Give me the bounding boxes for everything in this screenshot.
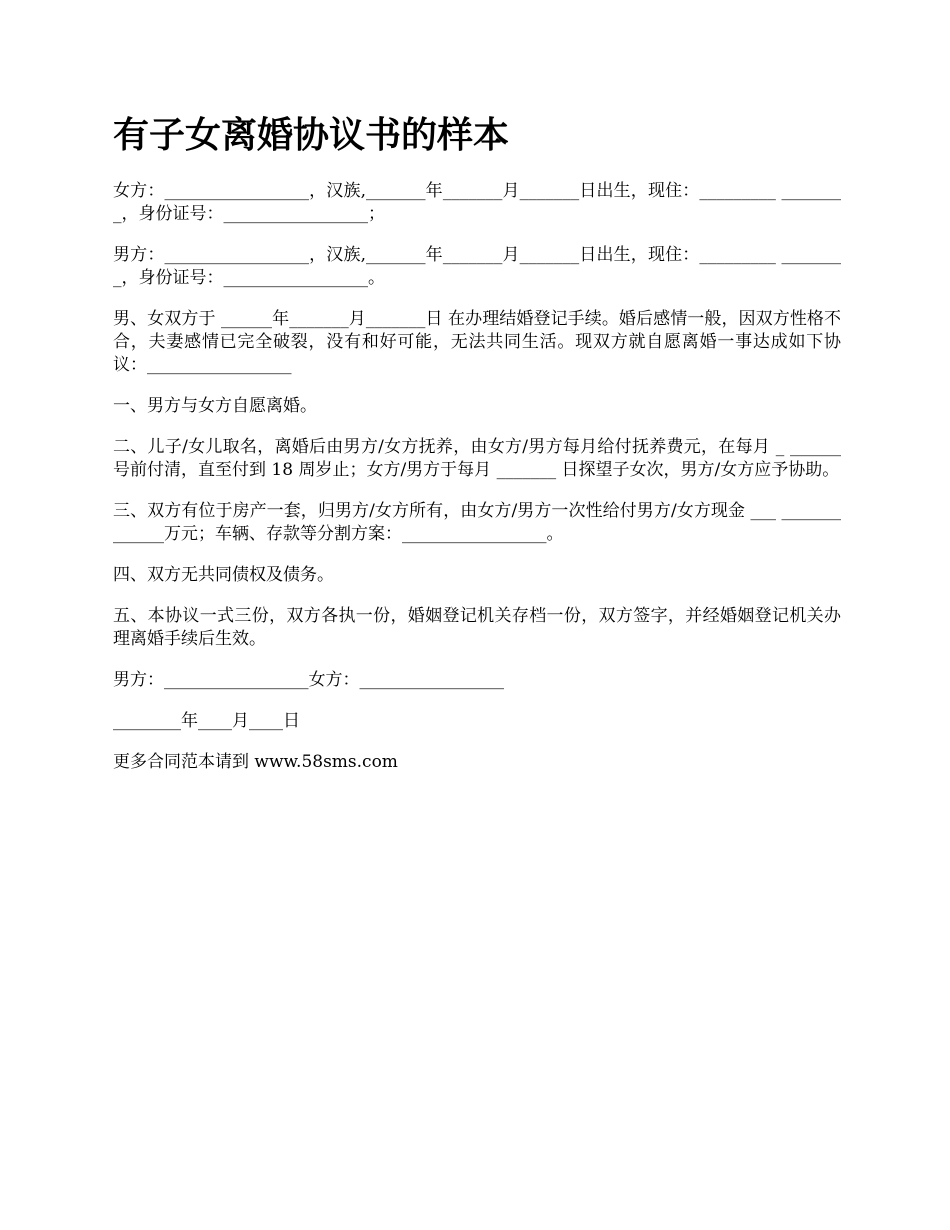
footer-note: 更多合同范本请到 www.58sms.com xyxy=(113,752,398,772)
clause-one: 一、男方与女方自愿离婚。 xyxy=(113,396,317,416)
clause-three: 三、双方有位于房产一套，归男方/女方所有，由女方/男方一次性给付男方/女方现金 ___ _____________万元；车辆、存款等分割方案：_________________。 xyxy=(113,501,841,544)
paragraph-preamble: 男、女双方于 ______年_______月_______日 在办理结婚登记手续。婚后感情一般，因双方性格不合，夫妻感情已完全破裂，没有和好可能，无法共同生活。现双方就自愿离婚一事达成如下协议：_________________ xyxy=(113,309,841,375)
clause-two: 二、儿子/女儿取名，离婚后由男方/女方抚养，由女方/男方每月给付抚养费元，在每月 _ ______ 号前付清，直至付到 18 周岁止；女方/男方于每月 _______ 日探望子女次，男方/女方应予协助。 xyxy=(113,437,841,480)
document-title: 有子女离婚协议书的样本 xyxy=(113,115,510,156)
date-line: ________年____月____日 xyxy=(113,711,300,731)
paragraph-male-party: 男方：_________________，汉族,_______年_______月_______日出生，现住：_________ ________，身份证号：_________________。 xyxy=(113,245,841,288)
clause-four: 四、双方无共同债权及债务。 xyxy=(113,565,334,585)
signature-line: 男方：_________________女方：_________________ xyxy=(113,670,504,690)
document-page xyxy=(113,112,841,792)
clause-five: 五、本协议一式三份，双方各执一份，婚姻登记机关存档一份，双方签字，并经婚姻登记机关办理离婚手续后生效。 xyxy=(113,606,841,649)
paragraph-female-party: 女方：_________________，汉族,_______年_______月_______日出生，现住：_________ ________，身份证号：_________________； xyxy=(113,181,841,224)
